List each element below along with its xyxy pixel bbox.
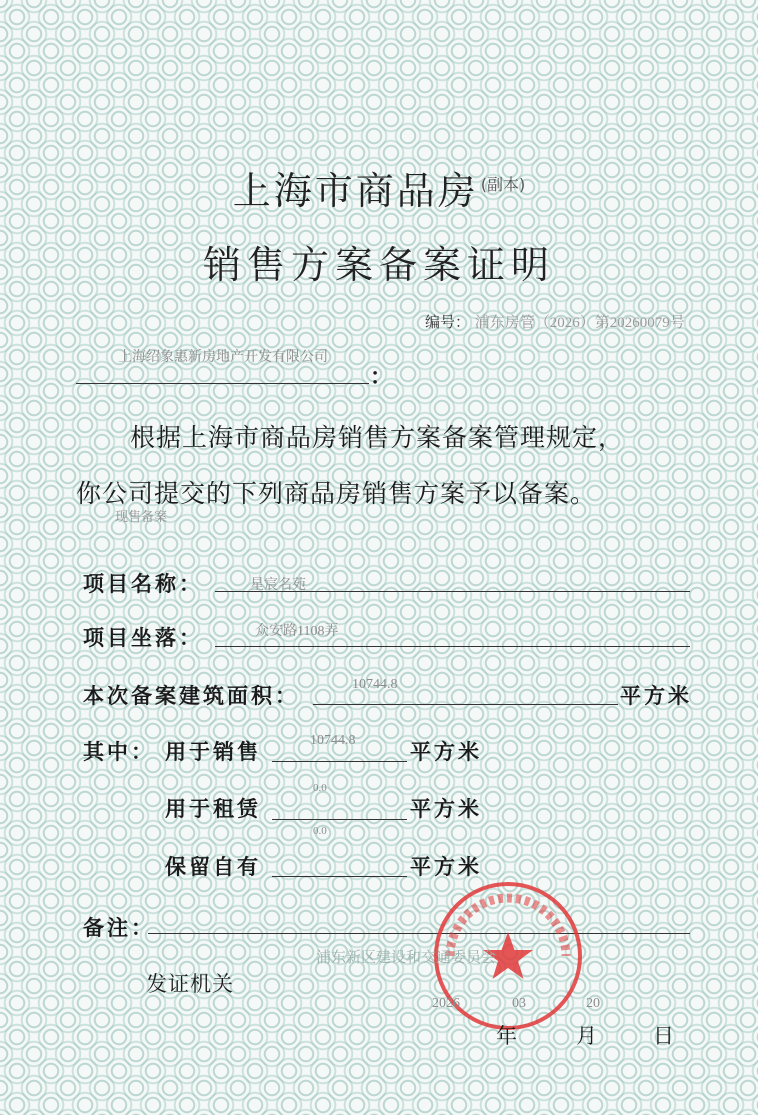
remarks-label: 备注：	[83, 916, 155, 940]
for-rent-underline	[272, 819, 407, 820]
total-area-underline	[313, 704, 618, 705]
body-paragraph-1: 根据上海市商品房销售方案备案管理规定，	[130, 423, 625, 452]
retained-unit: 平方米	[410, 855, 482, 879]
addressee-company: 上海绍象惠新房地产开发有限公司	[118, 349, 328, 365]
addressee-colon: ：	[370, 364, 393, 390]
reference-value: 浦东房管（2026）第20260079号	[474, 315, 685, 331]
project-name-underline	[215, 591, 690, 592]
for-rent-label: 用于租赁	[165, 797, 261, 821]
year-label: 年	[496, 1024, 517, 1048]
copy-mark: (副本)	[480, 175, 526, 195]
month-value: 03	[512, 996, 526, 1011]
for-sale-underline	[272, 761, 407, 762]
project-name-value: 星宸名苑	[250, 578, 306, 593]
for-rent-value: 0.0	[313, 782, 327, 794]
for-sale-value: 10744.8	[310, 733, 356, 748]
total-area-label: 本次备案建筑面积：	[83, 684, 299, 708]
issuing-agency: 浦东新区建设和交通委员会	[316, 948, 497, 966]
remarks-underline	[148, 933, 690, 934]
issuer-label: 发证机关	[146, 972, 234, 996]
reference-number	[425, 311, 685, 332]
project-location-label: 项目坐落：	[83, 626, 203, 650]
project-location-value: 众安路1108弄	[255, 624, 339, 639]
retained-label: 保留自有	[165, 855, 261, 879]
body-paragraph-2: 你公司提交的下列商品房销售方案予以备案。	[76, 479, 597, 508]
total-area-unit: 平方米	[620, 684, 692, 708]
sale-type: 现售备案	[115, 510, 168, 525]
for-sale-unit: 平方米	[410, 740, 482, 764]
day-label: 日	[653, 1024, 674, 1048]
document-title-line2: 销售方案备案证明	[202, 243, 555, 287]
year-value: 2026	[432, 996, 460, 1011]
title-text-line1: 上海市商品房	[232, 169, 479, 213]
project-location-underline	[215, 646, 690, 647]
retained-value: 0.0	[313, 825, 327, 837]
for-sale-label: 用于销售	[165, 740, 261, 764]
total-area-value: 10744.8	[352, 677, 398, 692]
reference-label: 编号：	[425, 313, 471, 331]
day-value: 20	[586, 996, 600, 1011]
document-title-line1	[0, 160, 758, 215]
project-name-label: 项目名称：	[83, 572, 203, 596]
month-label: 月	[576, 1024, 597, 1048]
for-rent-unit: 平方米	[410, 797, 482, 821]
addressee-underline	[76, 383, 369, 384]
of-which-label: 其中：	[83, 740, 155, 764]
retained-underline	[272, 876, 407, 877]
